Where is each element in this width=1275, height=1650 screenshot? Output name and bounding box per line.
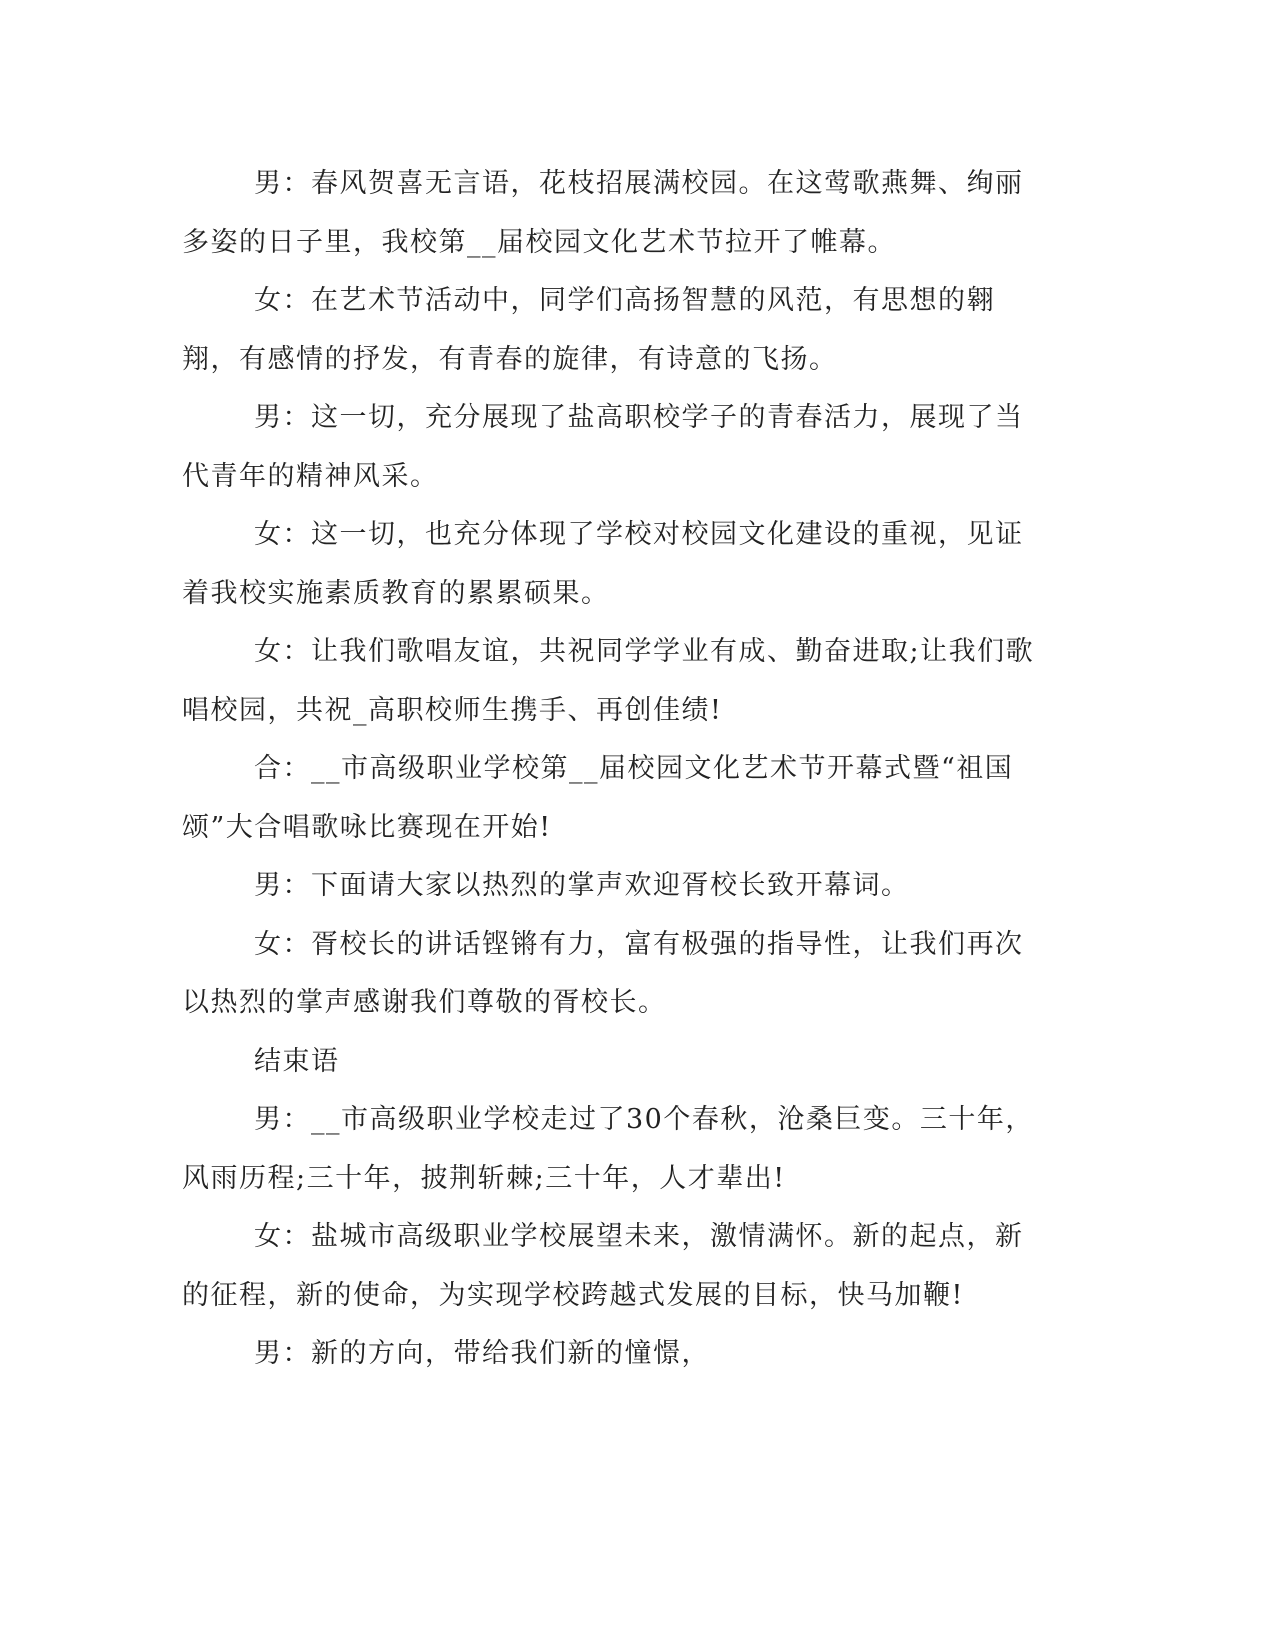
paragraph-art-festival-female: 女：在艺术节活动中，同学们高扬智慧的风范，有思想的翱翔，有感情的抒发，有青春的旋律，有诗意的飞扬。: [182, 285, 995, 375]
paragraph-thank-principal-female: 女：胥校长的讲话铿锵有力，富有极强的指导性，让我们再次以热烈的掌声感谢我们尊敬的胥校长。: [182, 928, 1024, 1018]
paragraph-new-direction-male: 男：新的方向，带给我们新的憧憬，: [254, 1338, 710, 1369]
section-heading-closing: 结束语: [254, 1045, 340, 1077]
paragraph-campus-culture-female: 女：这一切，也充分体现了学校对校园文化建设的重视，见证着我校实施素质教育的累累硕果。: [182, 519, 1024, 609]
paragraph-opening-male: 男：春风贺喜无言语，花枝招展满校园。在这莺歌燕舞、绚丽多姿的日子里，我校第__届校园文化艺术节拉开了帷幕。: [182, 168, 1024, 258]
paragraph-youth-vitality-male: 男：这一切，充分展现了盐高职校学子的青春活力，展现了当代青年的精神风采。: [182, 402, 1024, 492]
paragraph-invite-principal-male: 男：下面请大家以热烈的掌声欢迎胥校长致开幕词。: [254, 870, 910, 901]
paragraph-thirty-years-male: 男：__市高级职业学校走过了30个春秋，沧桑巨变。三十年，风雨历程;三十年，披荆斩棘;三十年，人才辈出!: [182, 1104, 1034, 1194]
paragraph-future-female: 女：盐城市高级职业学校展望未来，激情满怀。新的起点，新的征程，新的使命，为实现学校跨越式发展的目标，快马加鞭!: [182, 1221, 1024, 1311]
paragraph-opening-announcement-together: 合：__市高级职业学校第__届校园文化艺术节开幕式暨“祖国颂”大合唱歌咏比赛现在开始!: [182, 753, 1014, 843]
paragraph-sing-friendship-female: 女：让我们歌唱友谊，共祝同学学业有成、勤奋进取;让我们歌唱校园，共祝_高职校师生携手、再创佳绩!: [182, 636, 1035, 726]
document-body: [182, 155, 1042, 1384]
